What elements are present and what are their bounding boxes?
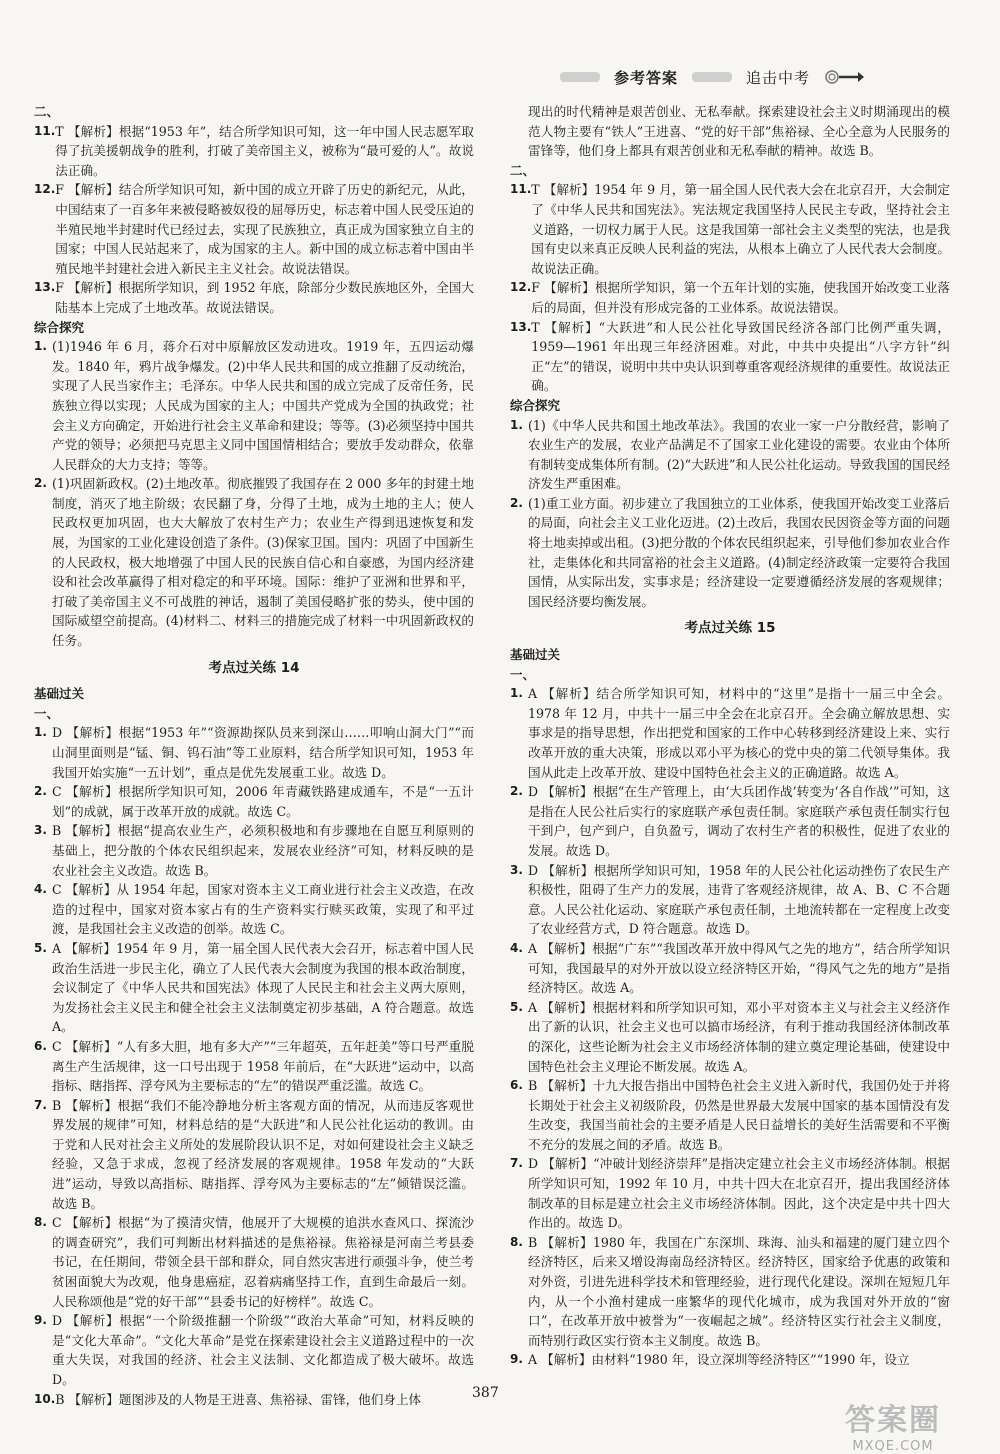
item-number: 4. [510, 940, 523, 955]
answer-item [510, 1076, 950, 1154]
answer-item [510, 1154, 950, 1232]
section-heading: 综合探究 [34, 319, 85, 335]
item-number: 10. [34, 1391, 56, 1406]
item-text: D 【解析】根据“在生产管理上，由‘大兵团作战’转变为‘各自作战’”可知，这是指在人民公社后实行的家庭联产承包责任制。家庭联产承包责任制实行包干到户，包产到户，自负盈亏，调动了农村生产者的积极性，促进了农业的发展。故选 D。 [528, 784, 950, 858]
answer-item [510, 939, 950, 998]
item-text: B 【解析】根据“提高农业生产，必须积极地和有步骤地在自愿互利原则的基础上，把分散的个体农民组织起来，发展农业经济”可知，材料反映的是农业社会主义改造。故选 B。 [52, 823, 474, 878]
item-number: 5. [510, 999, 523, 1014]
item-number: 1. [510, 417, 523, 432]
section-heading: 基础过关 [510, 647, 561, 663]
answer-item [34, 723, 474, 782]
answer-item [510, 416, 950, 494]
answer-item [34, 821, 474, 880]
item-number: 13. [510, 319, 532, 334]
answer-item [34, 1390, 474, 1410]
left-column [34, 102, 474, 1409]
item-number: 2. [510, 495, 523, 510]
item-number: 9. [510, 1352, 523, 1367]
answer-item [510, 861, 950, 939]
watermark-url: MXQE.COM [852, 1439, 934, 1454]
item-number: 5. [34, 940, 47, 955]
item-number: 11. [510, 182, 532, 197]
item-number: 6. [510, 1078, 523, 1093]
header-decoration [560, 72, 600, 82]
header-answer-label: 参考答案 [614, 68, 679, 87]
answer-item [510, 494, 950, 612]
answer-item [34, 122, 474, 181]
item-text: D 【解析】根据所学知识可知，1958 年的人民公社化运动挫伤了农民生产积极性，阻碍了生产力的发展，违背了客观经济规律，故 A、B、C 不合题意。人民公社化运动、家庭联产承包责任制，土地流转都在一定程度上改变了农业经营方式，D 符合题意。故选 D。 [528, 862, 950, 937]
item-number: 6. [34, 1038, 47, 1053]
item-text: (1)巩固新政权。(2)土地改革。彻底摧毁了我国存在 2 000 多年的封建土地制度，消灭了地主阶级；农民翻了身，分得了土地，成为土地的主人；使人民政权更加巩固，也大大解放了农村生产力；农业生产得到迅速恢复和发展，为国家的工业化建设创造了条件。(3)保家卫国。国内：巩固了中国新生的人民政权，极大地增强了中国人民的民族自信心和自豪感，为国内经济建设和社会改革赢得了相对稳定的和平环境。国际：维护了亚洲和世界和平，打破了美帝国主义不可战胜的神话，遏制了美国侵略扩张的势头，使中国的国际威望空前提高。(4)材料二、材料三的措施完成了材料一中巩固新政权的任务。 [52, 476, 474, 649]
item-text: C 【解析】根据“为了摸清灾情，他展开了大规模的追洪水查风口、探流沙的调查研究”，我们可判断出材料描述的是焦裕禄。焦裕禄是河南兰考县委书记，在任期间，带领全县干部和群众，同自然灾害进行顽强斗争，使兰考贫困面貌大为改观，他身患癌症，忍着病痛坚持工作，直到生命最后一刻。人民称颂他是“党的好干部”“县委书记的好榜样”。故选 C。 [52, 1215, 474, 1309]
item-number: 9. [34, 1313, 47, 1328]
item-number: 1. [34, 339, 47, 354]
item-number: 2. [34, 476, 47, 491]
answer-item [34, 939, 474, 1037]
answer-item [34, 278, 474, 317]
answer-item [34, 337, 474, 474]
item-text: A 【解析】根据材料和所学知识可知，邓小平对资本主义与社会主义经济作出了新的认识，社会主义也可以搞市场经济，有利于推动我国经济体制改革的深化，这些论断为社会主义市场经济体制的建立奠定理论基础，使建设中国特色社会主义理论不断发展。故选 A。 [528, 999, 950, 1074]
answer-item [510, 318, 950, 396]
answer-item [34, 1037, 474, 1096]
section-heading: 一、 [510, 666, 536, 682]
exercise-title: 考点过关练 14 [208, 659, 300, 676]
answer-item [34, 1096, 474, 1214]
page-number: 387 [472, 1385, 499, 1401]
continued-paragraph: 现出的时代精神是艰苦创业、无私奉献。探索建设社会主义时期涌现出的模范人物主要有“铁人”王进喜、“党的好干部”焦裕禄、全心全意为人民服务的雷锋等，他们身上都具有艰苦创业和无私奉献的精神。故选 B。 [528, 104, 950, 159]
item-text: T 【解析】根据“1953 年”，结合所学知识可知，这一年中国人民志愿军取得了抗美援朝战争的胜利，打破了美帝国主义，被称为“最可爱的人”。故说法正确。 [55, 123, 474, 178]
answer-item [34, 1311, 474, 1389]
item-text: B 【解析】十九大报告指出中国特色社会主义进入新时代，我国仍处于并将长期处于社会主义初级阶段，仍然是世界最大发展中国家的基本国情没有发生改变，我国当前社会的主要矛盾是人民日益增长的美好生活需要和不平衡不充分的发展之间的矛盾。故选 B。 [528, 1078, 950, 1152]
item-text: B 【解析】题图涉及的人物是王进喜、焦裕禄、雷锋，他们身上体 [55, 1391, 422, 1407]
answer-item [34, 1213, 474, 1311]
header-decoration [692, 72, 732, 82]
right-column [510, 102, 950, 1370]
section-heading: 综合探究 [510, 397, 561, 413]
section-heading: 二、 [510, 162, 536, 178]
item-number: 8. [34, 1215, 47, 1230]
item-text: D 【解析】根据“一个阶级推翻一个阶级”“政治大革命”可知，材料反映的是“文化大革命”。“文化大革命”是党在探索建设社会主义道路过程中的一次重大失误，对我国的经济、社会主义法制、文化都造成了极大破坏。故选 D。 [52, 1313, 474, 1387]
answer-item [510, 684, 950, 782]
header-ornament [824, 68, 864, 86]
item-text: A 【解析】结合所学知识可知，材料中的“这里”是指十一届三中全会。1978 年 12 月，中共十一届三中全会在北京召开。全会确立解放思想、实事求是的指导思想，作出把党和国家的工作中心转移到经济建设上来、实行改革开放的重大决策，形成以邓小平为核心的党中央的第二代领导集体。我国从此走上改革开放、建设中国特色社会主义的正确道路。故选 A。 [528, 686, 950, 780]
item-number: 8. [510, 1234, 523, 1249]
item-number: 2. [34, 784, 47, 799]
answer-item [510, 998, 950, 1076]
item-text: D 【解析】根据“1953 年”“资源勘探队员来到深山……叩响山洞大门”“而山洞里面则是“锰、铜、钨石油”等工业原料，结合所学知识可知，1953 年我国开始实施“一五计划”，重点是优先发展重工业。故选 D。 [52, 725, 474, 780]
answer-item [34, 880, 474, 939]
item-text: D 【解析】“冲破计划经济崇拜”是指决定建立社会主义市场经济体制。根据所学知识可知，1992 年 10 月，中共十四大在北京召开，提出我国经济体制改革的目标是建立社会主义市场经济体制。因此，这个决定是中共十四大作出的。故选 D。 [528, 1156, 950, 1231]
spiral-arrow-icon [824, 68, 864, 86]
watermark-logo [804, 1395, 982, 1454]
item-number: 13. [34, 280, 56, 295]
exercise-title: 考点过关练 15 [684, 620, 776, 637]
answer-item [510, 1350, 950, 1370]
item-text: F 【解析】结合所学知识可知，新中国的成立开辟了历史的新纪元，从此，中国结束了一百多年来被侵略被奴役的屈辱历史，标志着中国人民受压迫的半殖民地半封建时代已经过去，实现了民族独立，真正成为国家独立自主的国家；中国人民站起来了，成为国家的主人。新中国的成立标志着中国由半殖民地半封建社会进入新民主主义社会。故说法错误。 [55, 182, 474, 276]
answer-item [510, 782, 950, 860]
item-number: 12. [34, 182, 56, 197]
item-number: 7. [34, 1097, 47, 1112]
page-header [560, 62, 940, 92]
section-heading: 二、 [34, 104, 60, 119]
item-text: A 【解析】1954 年 9 月，第一届全国人民代表大会召开，标志着中国人民政治生活进一步民主化，确立了人民代表大会制度为我国的根本政治制度，会议制定了《中华人民共和国宪法》体现了人民民主和社会主义两大原则，为发扬社会主义民主和健全社会主义法制奠定初步基础，A 符合题意。故选 A。 [52, 940, 474, 1035]
item-number: 3. [34, 823, 47, 838]
item-text: C 【解析】从 1954 年起，国家对资本主义工商业进行社会主义改造，在改造的过程中，国家对资本家占有的生产资料实行赎买政策，实现了和平过渡，是我国社会主义改造的创举。故选 C。 [52, 882, 474, 937]
answer-item [34, 474, 474, 650]
item-text: F 【解析】根据所学知识，到 1952 年底，除部分少数民族地区外，全国大陆基本上完成了土地改革。故说法错误。 [55, 280, 474, 315]
item-text: A 【解析】由材料“1980 年，设立深圳等经济特区”“1990 年，设立 [528, 1352, 910, 1368]
item-text: (1)重工业方面。初步建立了我国独立的工业体系，使我国开始改变工业落后的局面，向社会主义工业化迈进。(2)土改后，我国农民因资金等方面的问题将土地卖掉或出租。(3)把分散的个体农民组织起来，引导他们参加农业合作社，走集体化和共同富裕的社会主义道路。(4)制定经济政策一定要符合我国国情，从实际出发，实事求是；经济建设一定要遵循经济发展的客观规律；国民经济要均衡发展。 [528, 495, 950, 609]
item-text: T 【解析】“大跃进”和人民公社化导致国民经济各部门比例严重失调，1959—1961 年出现三年经济困难。对此，中共中央提出“八字方针”纠正“左”的错误，说明中共中央认识到尊重客观经济规律的重要性。故说法正确。 [531, 319, 950, 394]
item-text: (1)《中华人民共和国土地改革法》。我国的农业一家一户分散经营，影响了农业生产的发展，农业产品满足不了国家工业化建设的需要。农业由个体所有制转变成集体所有制。(2)“大跃进”和人民公社化运动。导致我国的国民经济发生严重困难。 [528, 417, 950, 492]
item-text: B 【解析】根据“我们不能冷静地分析主客观方面的情况，从而违反客观世界发展的规律”可知，材料总结的是“大跃进”和人民公社化运动的教训。由于党和人民对社会主义所处的发展阶段认识不足，对如何建设社会主义缺乏经验，又急于求成，忽视了经济发展的客观规律。1958 年发动的“大跃进”运动，导致以高指标、瞎指挥、浮夸风为主要标志的“左”倾错误泛滥。故选 B。 [52, 1097, 474, 1211]
item-text: C 【解析】根据所学知识可知，2006 年青藏铁路建成通车，不是“一五计划”的成就，属于改革开放的成就。故选 C。 [52, 784, 474, 819]
item-text: A 【解析】根据“广东”“我国改革开放中得风气之先的地方”，结合所学知识可知，我国最早的对外开放以设立经济特区开始，“得风气之先的地方”是指经济特区。故选 A。 [528, 940, 950, 996]
item-number: 1. [510, 686, 523, 701]
item-number: 3. [510, 862, 523, 877]
section-heading: 基础过关 [34, 686, 85, 702]
section-heading: 一、 [34, 705, 60, 721]
watermark-title: 答案圈 [845, 1403, 941, 1438]
item-text: T 【解析】1954 年 9 月，第一届全国人民代表大会在北京召开，大会制定了《中华人民共和国宪法》。宪法规定我国坚持人民民主专政，坚持社会主义道路，一切权力属于人民。这是我国第一部社会主义类型的宪法，也是我国有史以来真正反映人民利益的宪法，从根本上确立了人民代表大会制度。故说法正确。 [531, 182, 950, 276]
item-number: 2. [510, 784, 523, 799]
item-number: 11. [34, 123, 56, 138]
item-text: (1)1946 年 6 月，蒋介石对中原解放区发动进攻。1919 年，五四运动爆发。1840 年，鸦片战争爆发。(2)中华人民共和国的成立推翻了反动统治，实现了人民当家作主；毛泽东。中华人民共和国的成立完成了反帝任务，民族独立得以实现；人民成为国家的主人；中国共产党成为全国的执政党；社会主义方向确定，开始进行社会主义革命和建设；等等。(3)必须坚持中国共产党的领导；必须把马克思主义同中国国情相结合；要放手发动群众，依靠人民群众的大力支持；等等。 [52, 339, 474, 472]
item-text: F 【解析】根据所学知识，第一个五年计划的实施，使我国开始改变工业落后的局面，但并没有形成完备的工业体系。故说法错误。 [531, 280, 950, 315]
answer-item [510, 1233, 950, 1351]
item-number: 4. [34, 882, 47, 897]
item-number: 1. [34, 725, 47, 740]
answer-item [510, 180, 950, 278]
item-number: 7. [510, 1156, 523, 1171]
header-book-label: 追击中考 [746, 68, 811, 87]
answer-item [34, 782, 474, 821]
item-text: C 【解析】“人有多大胆，地有多大产”“三年超英，五年赶美”等口号严重脱离生产生活规律，这一口号出现于 1958 年前后，在“大跃进”运动中，以高指标、瞎指挥、浮夸风为主要标志的“左”的错误严重泛滥。故选 C。 [52, 1038, 474, 1094]
item-number: 12. [510, 280, 532, 295]
item-text: B 【解析】1980 年，我国在广东深圳、珠海、汕头和福建的厦门建立四个经济特区，后来又增设海南岛经济特区。经济特区，国家给予优惠的政策和对外资，引进先进科学技术和管理经验，进行现代化建设。深圳在短短几年内，从一个小渔村建成一座繁华的现代化城市，成为我国对外开放的“窗口”，在改革开放中被誉为“一夜崛起之城”。经济特区实行社会主义制度，而特别行政区实行资本主义制度。故选 B。 [528, 1234, 950, 1348]
answer-item [510, 278, 950, 317]
answer-item [34, 180, 474, 278]
